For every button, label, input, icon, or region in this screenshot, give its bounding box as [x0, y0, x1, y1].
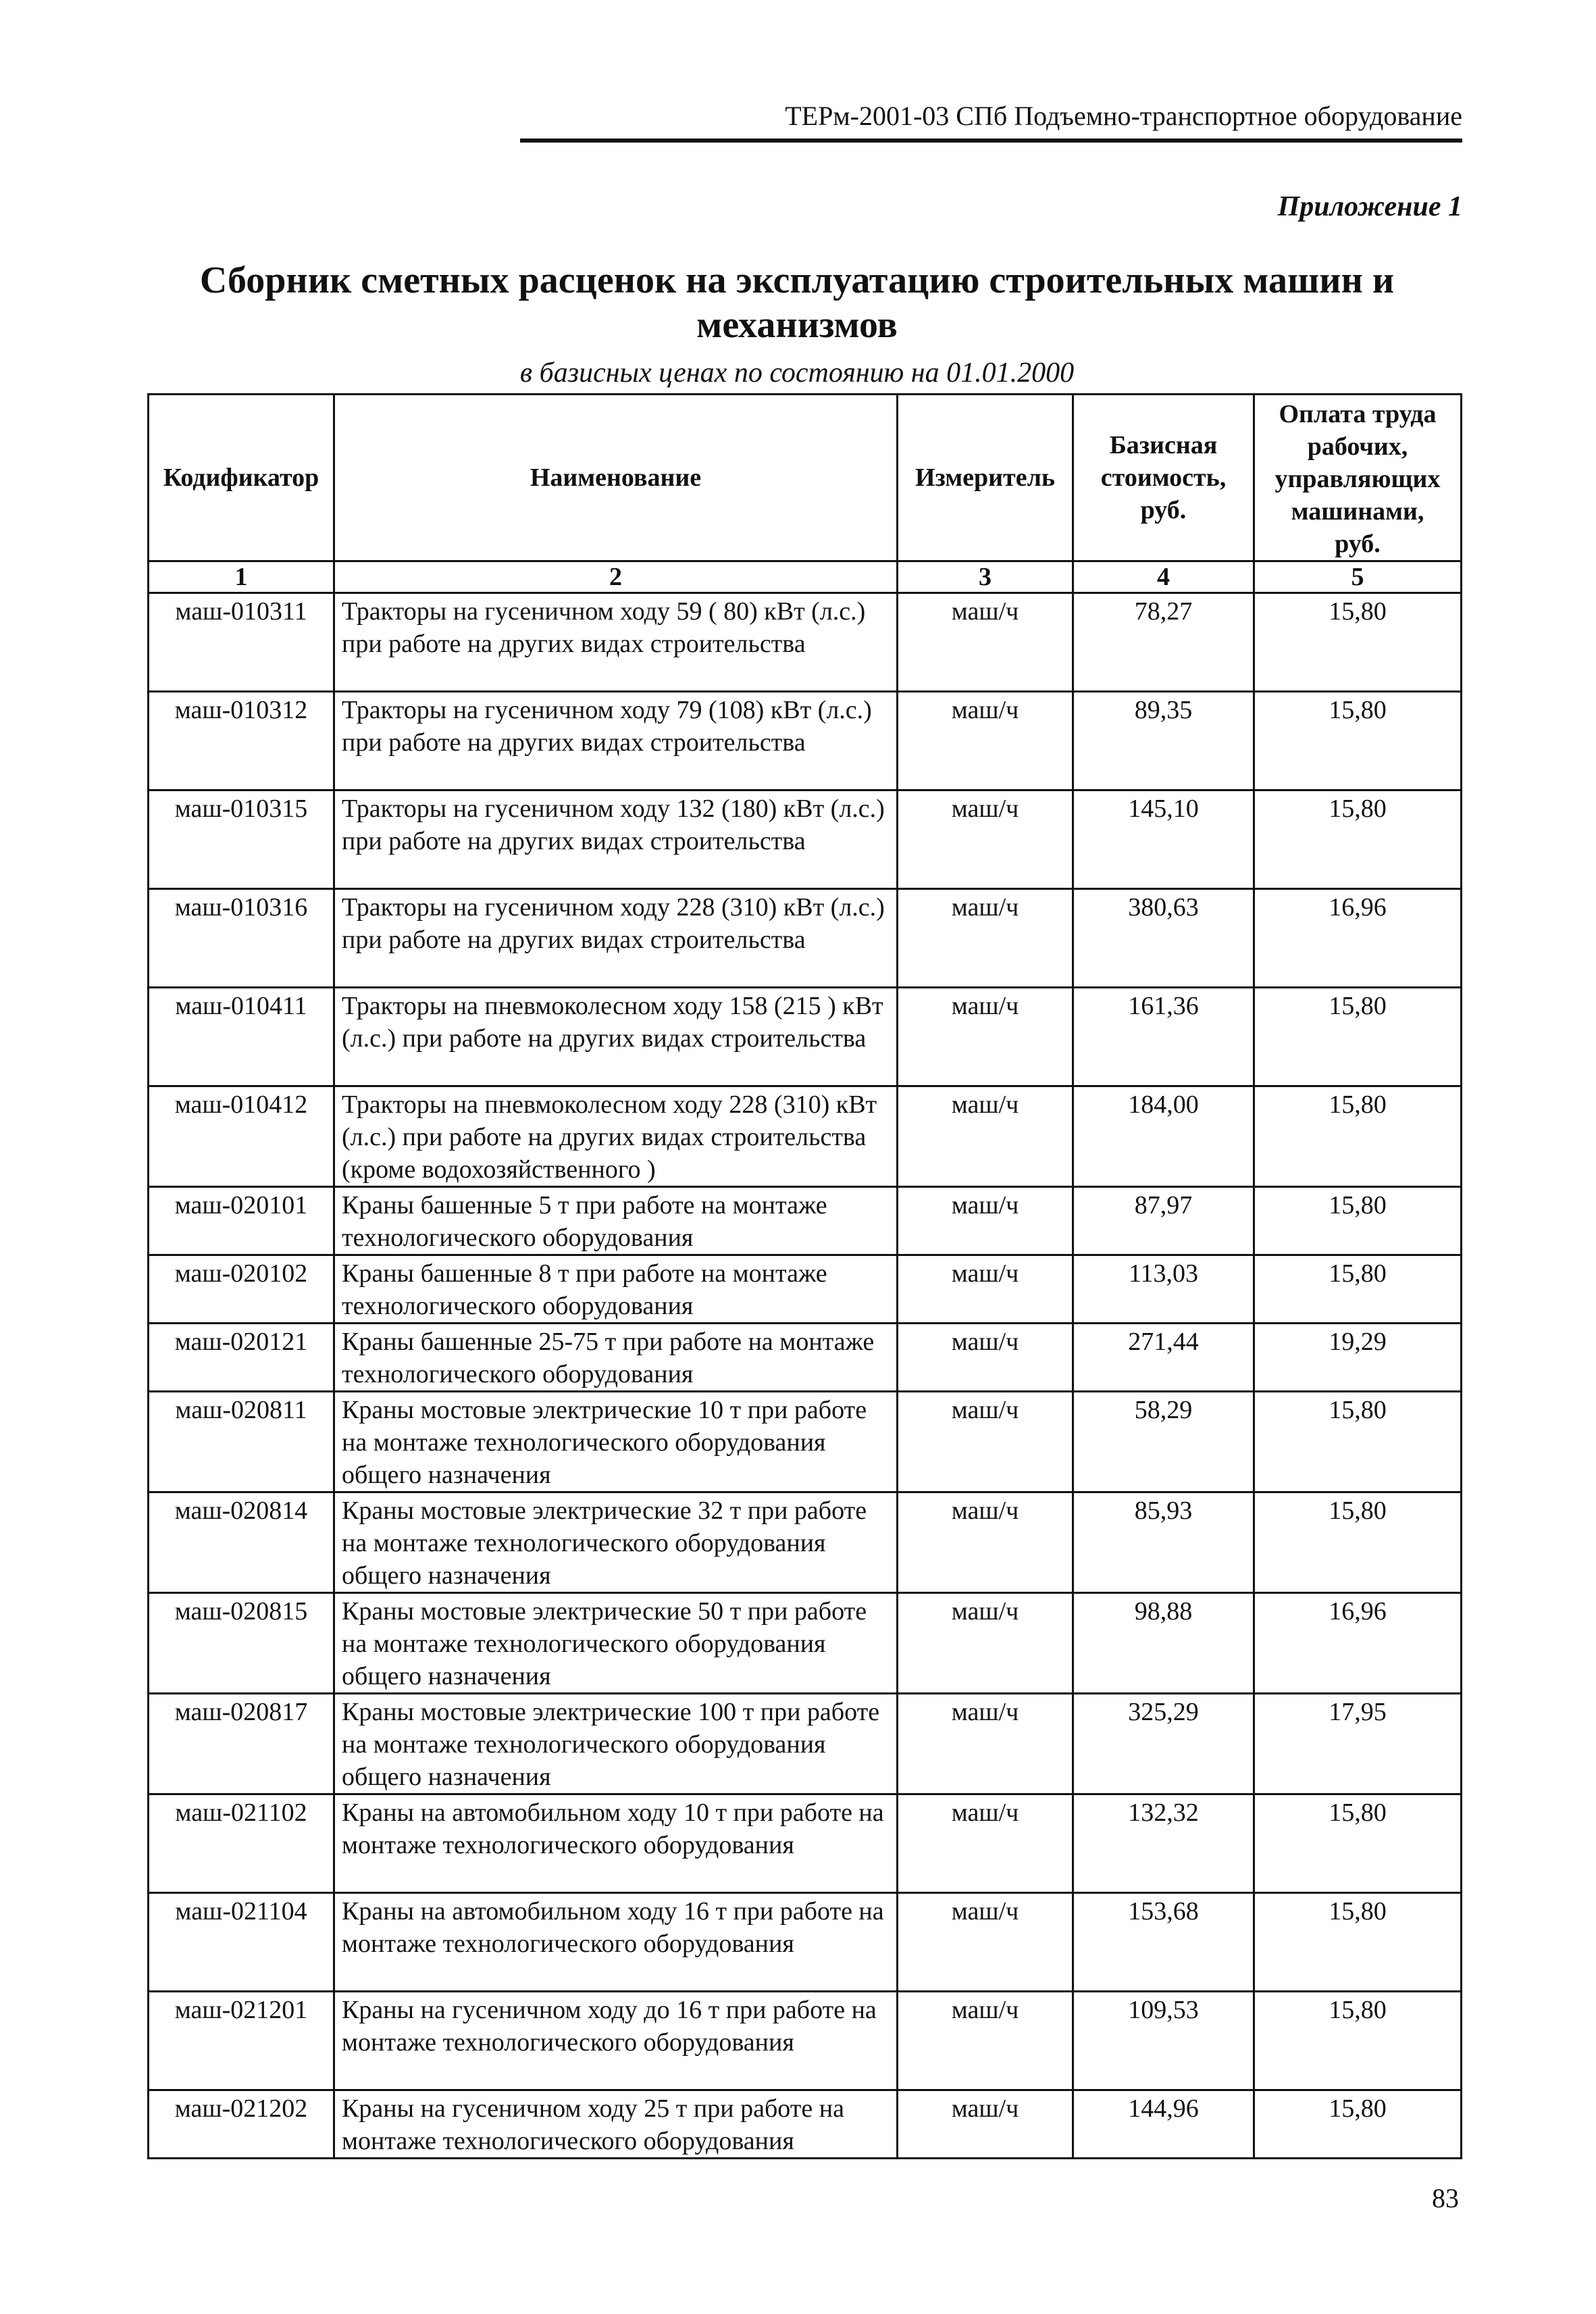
row-pay: 16,96: [1254, 1593, 1462, 1694]
row-cost: 380,63: [1073, 889, 1254, 988]
row-cost: 153,68: [1073, 1893, 1254, 1992]
row-code: маш-020811: [149, 1392, 334, 1492]
row-pay: 15,80: [1254, 1086, 1462, 1187]
table-row: [149, 790, 1462, 889]
header-pay-line: Оплата труда: [1279, 400, 1437, 428]
table-header-row: [149, 395, 1462, 561]
row-pay: 15,80: [1254, 1794, 1462, 1893]
row-code: маш-021102: [149, 1794, 334, 1893]
row-unit: маш/ч: [898, 1992, 1073, 2090]
row-name: Краны башенные 5 т при работе на монтаже технологического оборудования: [334, 1187, 898, 1255]
table-row: [149, 2090, 1462, 2159]
row-cost: 98,88: [1073, 1593, 1254, 1694]
row-pay: 15,80: [1254, 1893, 1462, 1992]
row-name: Краны на гусеничном ходу до 16 т при работе на монтаже технологического оборудования: [334, 1992, 898, 2090]
row-unit: маш/ч: [898, 988, 1073, 1086]
row-pay: 15,80: [1254, 1255, 1462, 1324]
row-name: Краны башенные 8 т при работе на монтаже технологического оборудования: [334, 1255, 898, 1324]
column-number-row: [149, 561, 1462, 593]
row-name: Краны на автомобильном ходу 10 т при работе на монтаже технологического оборудования: [334, 1794, 898, 1893]
row-code: маш-020102: [149, 1255, 334, 1324]
header-cost: [1073, 395, 1254, 561]
row-unit: маш/ч: [898, 1255, 1073, 1324]
row-cost: 87,97: [1073, 1187, 1254, 1255]
row-cost: 184,00: [1073, 1086, 1254, 1187]
row-code: маш-010316: [149, 889, 334, 988]
row-pay: 15,80: [1254, 1492, 1462, 1593]
table-row: [149, 1255, 1462, 1324]
table-body: [149, 561, 1462, 2159]
document-title: [155, 258, 1439, 347]
table-row: [149, 1392, 1462, 1492]
row-unit: маш/ч: [898, 1593, 1073, 1694]
row-cost: 132,32: [1073, 1794, 1254, 1893]
table-row: [149, 1593, 1462, 1694]
row-pay: 17,95: [1254, 1694, 1462, 1794]
row-code: маш-020101: [149, 1187, 334, 1255]
row-cost: 325,29: [1073, 1694, 1254, 1794]
row-name: Краны мостовые электрические 100 т при работе на монтаже технологического оборудования общего назначения: [334, 1694, 898, 1794]
row-name: Тракторы на гусеничном ходу 79 (108) кВт (л.с.) при работе на других видах строительства: [334, 692, 898, 790]
header-name: Наименование: [334, 395, 898, 561]
header-rule: [520, 139, 1462, 143]
header-pay-line: руб.: [1335, 530, 1381, 558]
row-code: маш-010315: [149, 790, 334, 889]
row-cost: 145,10: [1073, 790, 1254, 889]
row-name: Краны башенные 25-75 т при работе на монтаже технологического оборудования: [334, 1324, 898, 1392]
row-pay: 15,80: [1254, 1392, 1462, 1492]
row-unit: маш/ч: [898, 1794, 1073, 1893]
table-row: [149, 1893, 1462, 1992]
row-code: маш-021202: [149, 2090, 334, 2159]
column-number: 5: [1254, 561, 1462, 593]
row-pay: 16,96: [1254, 889, 1462, 988]
column-number: 3: [898, 561, 1073, 593]
header-cost-line: Базисная: [1109, 431, 1218, 459]
row-name: Тракторы на гусеничном ходу 132 (180) кВт (л.с.) при работе на других видах строительства: [334, 790, 898, 889]
table-row: [149, 988, 1462, 1086]
row-code: маш-010412: [149, 1086, 334, 1187]
row-cost: 89,35: [1073, 692, 1254, 790]
page-number: 83: [1432, 2183, 1459, 2213]
column-number: 1: [149, 561, 334, 593]
row-code: маш-020814: [149, 1492, 334, 1593]
row-unit: маш/ч: [898, 1694, 1073, 1794]
table-row: [149, 1187, 1462, 1255]
row-unit: маш/ч: [898, 2090, 1073, 2159]
row-cost: 109,53: [1073, 1992, 1254, 2090]
row-unit: маш/ч: [898, 1392, 1073, 1492]
row-code: маш-020815: [149, 1593, 334, 1694]
header-cost-line: стоимость,: [1100, 463, 1227, 492]
table-row: [149, 1324, 1462, 1392]
row-cost: 144,96: [1073, 2090, 1254, 2159]
table-row: [149, 692, 1462, 790]
row-name: Краны на гусеничном ходу 25 т при работе на монтаже технологического оборудования: [334, 2090, 898, 2159]
running-title: ТЕРм-2001-03 СПб Подъемно-транспортное оборудование: [785, 101, 1462, 131]
row-code: маш-021201: [149, 1992, 334, 2090]
header-pay-line: машинами,: [1291, 497, 1424, 526]
row-unit: маш/ч: [898, 1492, 1073, 1593]
row-pay: 15,80: [1254, 790, 1462, 889]
column-number: 2: [334, 561, 898, 593]
document-title-line-1: Сборник сметных расценок на эксплуатацию строительных машин и: [199, 259, 1395, 301]
table-row: [149, 1794, 1462, 1893]
table-row: [149, 889, 1462, 988]
row-name: Тракторы на гусеничном ходу 59 ( 80) кВт (л.с.) при работе на других видах строительства: [334, 593, 898, 692]
rates-table: [147, 393, 1462, 2159]
row-name: Краны мостовые электрические 10 т при работе на монтаже технологического оборудования общего назначения: [334, 1392, 898, 1492]
row-unit: маш/ч: [898, 889, 1073, 988]
document-subtitle: в базисных ценах по состоянию на 01.01.2000: [519, 357, 1075, 388]
row-pay: 19,29: [1254, 1324, 1462, 1392]
table-row: [149, 593, 1462, 692]
document-title-line-2: механизмов: [696, 304, 898, 346]
row-code: маш-020121: [149, 1324, 334, 1392]
row-name: Краны на автомобильном ходу 16 т при работе на монтаже технологического оборудования: [334, 1893, 898, 1992]
row-unit: маш/ч: [898, 1187, 1073, 1255]
appendix-label: Приложение 1: [1277, 191, 1462, 222]
row-unit: маш/ч: [898, 692, 1073, 790]
row-pay: 15,80: [1254, 1187, 1462, 1255]
column-number: 4: [1073, 561, 1254, 593]
row-cost: 78,27: [1073, 593, 1254, 692]
table-row: [149, 1694, 1462, 1794]
row-name: Тракторы на пневмоколесном ходу 158 (215 ) кВт (л.с.) при работе на других видах строительства: [334, 988, 898, 1086]
row-code: маш-020817: [149, 1694, 334, 1794]
row-cost: 85,93: [1073, 1492, 1254, 1593]
header-pay-line: управляющих: [1275, 465, 1441, 493]
row-code: маш-010311: [149, 593, 334, 692]
header-pay: [1254, 395, 1462, 561]
row-cost: 58,29: [1073, 1392, 1254, 1492]
row-pay: 15,80: [1254, 988, 1462, 1086]
row-pay: 15,80: [1254, 692, 1462, 790]
row-pay: 15,80: [1254, 2090, 1462, 2159]
row-unit: маш/ч: [898, 790, 1073, 889]
header-pay-line: рабочих,: [1307, 432, 1408, 461]
header-code: Кодификатор: [149, 395, 334, 561]
row-name: Краны мостовые электрические 50 т при работе на монтаже технологического оборудования общего назначения: [334, 1593, 898, 1694]
header-unit: Измеритель: [898, 395, 1073, 561]
row-unit: маш/ч: [898, 1893, 1073, 1992]
table-row: [149, 1492, 1462, 1593]
row-code: маш-010411: [149, 988, 334, 1086]
row-pay: 15,80: [1254, 1992, 1462, 2090]
row-cost: 271,44: [1073, 1324, 1254, 1392]
row-unit: маш/ч: [898, 1324, 1073, 1392]
row-unit: маш/ч: [898, 1086, 1073, 1187]
row-cost: 161,36: [1073, 988, 1254, 1086]
table-row: [149, 1086, 1462, 1187]
row-name: Тракторы на гусеничном ходу 228 (310) кВт (л.с.) при работе на других видах строительства: [334, 889, 898, 988]
row-name: Тракторы на пневмоколесном ходу 228 (310) кВт (л.с.) при работе на других видах строительства (кроме водохозяйственного ): [334, 1086, 898, 1187]
header-cost-line: руб.: [1140, 496, 1187, 524]
row-unit: маш/ч: [898, 593, 1073, 692]
row-cost: 113,03: [1073, 1255, 1254, 1324]
row-code: маш-021104: [149, 1893, 334, 1992]
row-pay: 15,80: [1254, 593, 1462, 692]
table-row: [149, 1992, 1462, 2090]
row-name: Краны мостовые электрические 32 т при работе на монтаже технологического оборудования общего назначения: [334, 1492, 898, 1593]
row-code: маш-010312: [149, 692, 334, 790]
